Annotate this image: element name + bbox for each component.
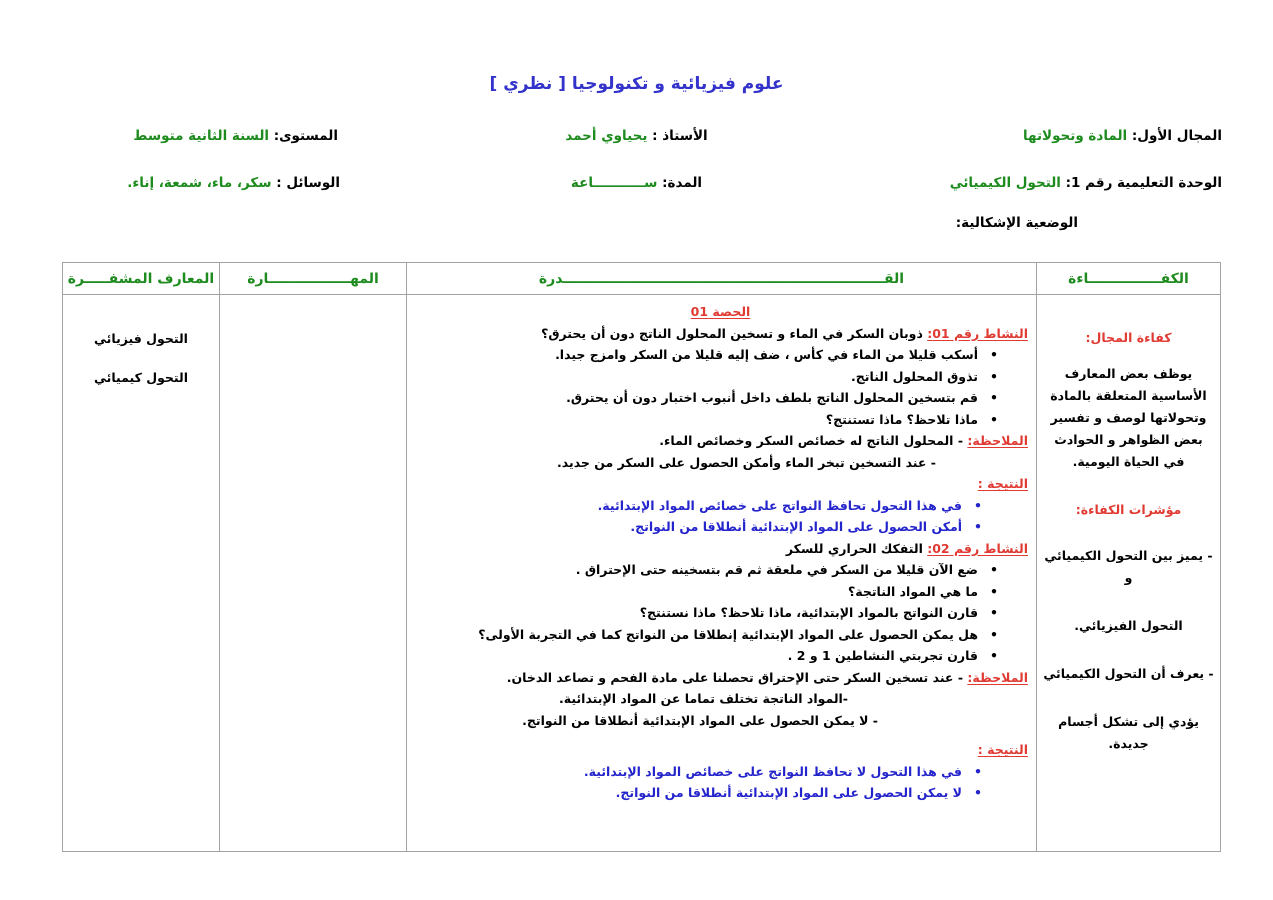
problem-situation-label: الوضعية الإشكالية: — [955, 215, 1078, 231]
activity2-result: •في هذا التحول لا تحافظ النواتج على خصائص المواد الإبتدائية. — [413, 761, 1028, 783]
bullet-icon: • — [990, 390, 998, 405]
activity2-bullet: •قارن تجربتي النشاطين 1 و 2 . — [413, 645, 1028, 667]
activity2-label: النشاط رقم 02: — [927, 540, 1028, 556]
lesson-table — [62, 262, 1221, 852]
materials-value: سكر، ماء، شمعة، إناء. — [127, 175, 272, 191]
competence-domain-heading: كفاءة المجال: — [1085, 330, 1172, 345]
header-domain-line — [1023, 128, 1222, 144]
activity1-title: ذوبان السكر في الماء و تسخين المحلول الناتج دون أن يحترق؟ — [541, 325, 923, 341]
bullet-icon: • — [990, 626, 998, 642]
activity2-note-text: - عند تسخين السكر حتى الإحتراق تحصلنا على مادة الفحم و تصاعد الدخان. — [506, 669, 964, 685]
teacher-value: يحياوي أحمد — [565, 128, 648, 144]
knowledge-item: التحول كيميائي — [93, 370, 188, 385]
activity1-result-label: النتيجة : — [977, 476, 1028, 491]
competence-indicator: - يعرف أن التحول الكيميائي — [1043, 666, 1214, 681]
activity1-bullet: •أسكب قليلا من الماء في كأس ، ضف إليه قليلا من السكر وامزج جيدا. — [413, 344, 1028, 366]
activity2-note-line — [413, 667, 1028, 689]
duration-value: ســـــــــــاعة — [570, 175, 658, 191]
header-problem-situation-line — [956, 215, 1078, 231]
activity1-result: •أمكن الحصول على المواد الإبتدائية أنطلاقا من النواتج. — [413, 516, 1028, 538]
competence-indicator: يؤدي إلى تشكل أجسام جديدة. — [1058, 714, 1199, 751]
activity2-title: التفكك الحراري للسكر — [785, 540, 923, 556]
bullet-icon: • — [990, 347, 998, 362]
level-label: المستوى: — [273, 128, 338, 144]
activity1-note-line — [413, 430, 1028, 452]
activity1-bullet: •تذوق المحلول الناتج. — [413, 366, 1028, 388]
activity2-bullet: •ضع الآن قليلا من السكر في ملعقة ثم قم بتسخينه حتى الإحتراق . — [413, 559, 1028, 581]
bullet-icon: • — [974, 785, 982, 800]
header-unit-line — [950, 175, 1222, 191]
duration-label: المدة: — [662, 175, 703, 191]
bullet-icon: • — [990, 583, 998, 599]
activity1-result: •في هذا التحول تحافظ النواتج على خصائص المواد الإبتدائية. — [413, 495, 1028, 517]
table-header-capacity: القـــــــــــــــــــــــــــــــــــــــــــــــــــــــــــــــــــدرة — [407, 263, 1037, 295]
unit-value: التحول الكيميائي — [949, 175, 1061, 191]
activity1-bullet: •ماذا تلاحظ؟ ماذا تستنتج؟ — [413, 409, 1028, 431]
activity2-bullet: •هل يمكن الحصول على المواد الإبتدائية إنطلاقا من النواتج كما في التجربة الأولى؟ — [413, 624, 1028, 646]
competence-indicators-heading: مؤشرات الكفاءة: — [1075, 502, 1182, 517]
cell-capacity — [407, 295, 1037, 852]
table-header-row — [63, 263, 1221, 295]
activity2-result: •لا يمكن الحصول على المواد الإبتدائية أنطلاقا من النواتج. — [413, 782, 1028, 804]
header-duration-line — [571, 175, 702, 191]
competence-indicator: التحول الفيزيائي. — [1074, 618, 1183, 633]
bullet-icon: • — [974, 497, 982, 513]
bullet-icon: • — [974, 763, 982, 779]
bullet-icon: • — [990, 411, 998, 427]
activity2-title-line — [413, 538, 1028, 560]
activity2-note-text: -المواد الناتجة تختلف تماما عن المواد الإبتدائية. — [559, 691, 848, 706]
competence-domain-text: يوظف بعض المعارف الأساسية المتعلقة بالمادة وتحولاتها لوصف و تفسير بعض الظواهر و الحوادث في الحياة اليومية. — [1050, 366, 1207, 469]
activity1-note-label: الملاحظة: — [967, 433, 1028, 448]
table-header-knowledge: المعارف المشفـــــرة — [63, 263, 220, 295]
activity2-result-label: النتيجة : — [977, 742, 1028, 757]
bullet-icon: • — [990, 648, 998, 663]
header-materials-line — [127, 175, 340, 191]
level-value: السنة الثانية متوسط — [133, 128, 270, 144]
header-teacher-line — [565, 128, 707, 144]
bullet-icon: • — [990, 605, 998, 620]
page-title: علوم فيزيائية و تكنولوجيا [ نظري ] — [489, 74, 784, 94]
bullet-icon: • — [974, 519, 982, 534]
activity1-label: النشاط رقم 01: — [927, 325, 1028, 341]
cell-competence — [1037, 295, 1221, 852]
header-level-line — [133, 128, 338, 144]
bullet-icon: • — [990, 562, 998, 577]
activity2-bullet: •ما هي المواد الناتجة؟ — [413, 581, 1028, 603]
bullet-icon: • — [990, 368, 998, 384]
table-header-competence: الكفـــــــــــــــاءة — [1037, 263, 1221, 295]
activity2-note-label: الملاحظة: — [967, 669, 1028, 685]
teacher-label: الأستاذ : — [652, 128, 708, 144]
domain-value: المادة وتحولاتها — [1022, 128, 1128, 144]
activity1-note-text: - المحلول الناتج له خصائص السكر وخصائص الماء. — [659, 433, 964, 448]
activity2-bullet: •قارن النواتج بالمواد الإبتدائية، ماذا تلاحظ؟ ماذا نستنتج؟ — [413, 602, 1028, 624]
activity1-note-text: - عند التسخين تبخر الماء وأمكن الحصول على السكر من جديد. — [557, 454, 936, 470]
cell-knowledge — [63, 295, 220, 852]
activity1-title-line — [413, 323, 1028, 345]
table-body-row — [63, 295, 1221, 852]
knowledge-item: التحول فيزيائي — [94, 331, 188, 346]
activity2-note-text: - لا يمكن الحصول على المواد الإبتدائية أنطلاقا من النواتج. — [522, 712, 878, 728]
session-title: الحصة 01 — [690, 304, 751, 319]
competence-indicator: - يميز بين التحول الكيميائي و — [1044, 548, 1213, 585]
unit-label: الوحدة التعليمية رقم 1: — [1065, 175, 1222, 191]
cell-skill — [220, 295, 407, 852]
materials-label: الوسائل : — [276, 175, 340, 191]
table-header-skill: المهـــــــــــــــــارة — [220, 263, 407, 295]
domain-label: المجال الأول: — [1131, 128, 1222, 144]
activity1-bullet: •قم بتسخين المحلول الناتج بلطف داخل أنبوب اختبار دون أن يحترق. — [413, 387, 1028, 409]
